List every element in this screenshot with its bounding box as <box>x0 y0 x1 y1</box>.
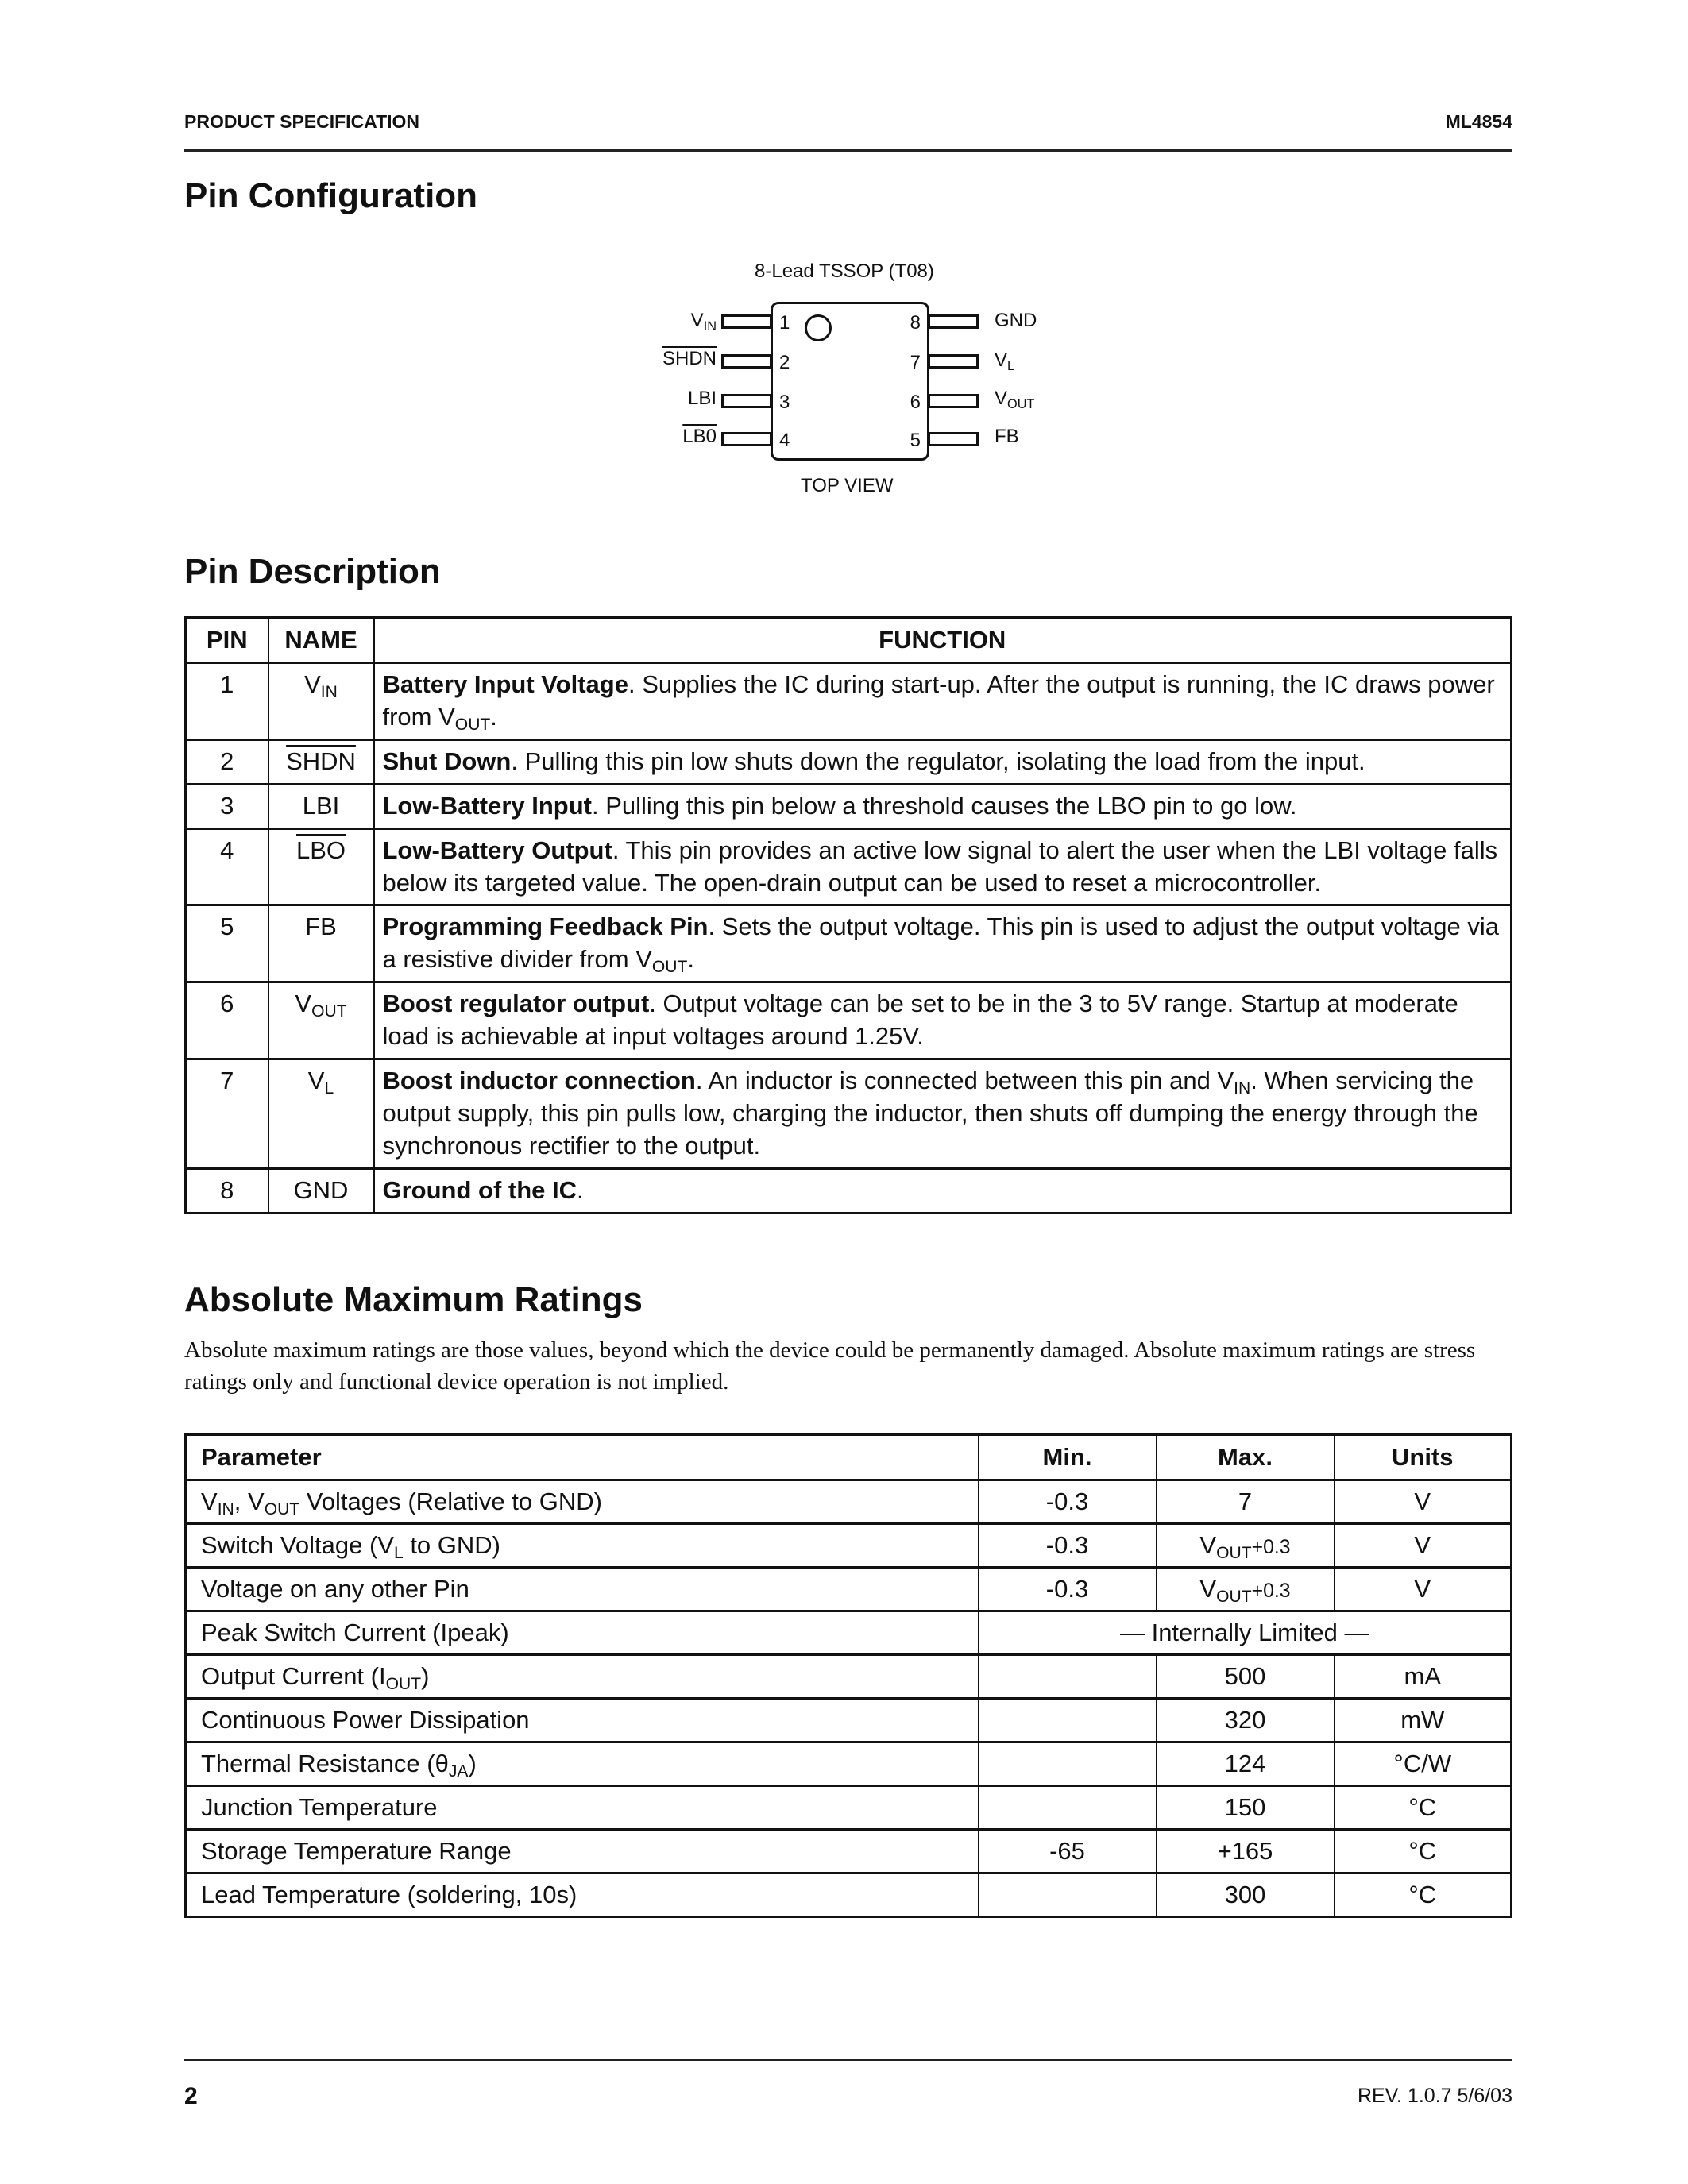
abs-max-heading: Absolute Maximum Ratings <box>184 1280 643 1319</box>
pin-label-shdn: SHDN <box>662 348 717 369</box>
pin-cell: 8 <box>186 1168 268 1213</box>
pin1-notch <box>805 314 832 341</box>
col-units: Units <box>1335 1435 1512 1480</box>
pin-cell: 3 <box>186 784 268 828</box>
table-header-row <box>186 1435 1512 1480</box>
pin-lead <box>928 394 979 408</box>
col-name: NAME <box>268 618 374 663</box>
function-cell: Low-Battery Output. This pin provides an active low signal to alert the user when the LBI voltage falls below its targeted value. The open-drain output can be used to reset a microcontroller. <box>374 828 1512 905</box>
name-cell: GND <box>268 1168 374 1213</box>
param-cell: Storage Temperature Range <box>186 1830 979 1873</box>
units-cell: mA <box>1335 1655 1512 1699</box>
max-cell: 320 <box>1157 1699 1335 1742</box>
abs-max-description: Absolute maximum ratings are those values, beyond which the device could be permanently damaged. Absolute maximum ratings are stress ratings only and functional device operation is not implied. <box>184 1337 1476 1395</box>
header-right: ML4854 <box>1445 111 1512 132</box>
pin-label-vin: VIN <box>690 310 717 334</box>
max-cell: VOUT+0.3 <box>1157 1568 1335 1611</box>
pin-label-gnd: GND <box>995 310 1037 331</box>
absolute-max-ratings-table <box>184 1433 1512 1918</box>
units-cell: °C <box>1335 1830 1512 1873</box>
pin-number: 8 <box>910 312 921 334</box>
page-header <box>184 111 1512 152</box>
function-cell: Programming Feedback Pin. Sets the output voltage. This pin is used to adjust the output voltage via a resistive divider from VOUT. <box>374 905 1512 982</box>
page-footer <box>184 2059 1512 2109</box>
col-min: Min. <box>979 1435 1157 1480</box>
pin-number: 3 <box>779 392 790 413</box>
internally-limited-cell: — Internally Limited — <box>979 1611 1512 1655</box>
header-left: PRODUCT SPECIFICATION <box>184 111 420 132</box>
param-cell: Output Current (IOUT) <box>186 1655 979 1699</box>
pin-label-fb: FB <box>995 426 1019 447</box>
param-cell: Peak Switch Current (Ipeak) <box>186 1611 979 1655</box>
pin-number: 7 <box>910 352 921 373</box>
max-cell: 7 <box>1157 1480 1335 1524</box>
min-cell: -0.3 <box>979 1524 1157 1568</box>
param-cell: Continuous Power Dissipation <box>186 1699 979 1742</box>
pin-lead <box>721 314 772 329</box>
revision-label: REV. 1.0.7 5/6/03 <box>1357 2085 1512 2107</box>
min-cell <box>979 1873 1157 1917</box>
pin-number: 6 <box>910 392 921 413</box>
min-cell <box>979 1655 1157 1699</box>
table-row <box>186 784 1512 828</box>
param-cell: Thermal Resistance (θJA) <box>186 1742 979 1786</box>
param-cell: Voltage on any other Pin <box>186 1568 979 1611</box>
units-cell: V <box>1335 1524 1512 1568</box>
pin-label-lbi: LBI <box>687 388 717 409</box>
table-row <box>186 1873 1512 1917</box>
max-cell: +165 <box>1157 1830 1335 1873</box>
top-view-label: TOP VIEW <box>801 475 894 496</box>
col-parameter: Parameter <box>186 1435 979 1480</box>
table-row <box>186 1059 1512 1169</box>
ic-body <box>771 302 929 461</box>
pin-label-lbo: LB0 <box>682 426 717 447</box>
pin-cell: 7 <box>186 1059 268 1169</box>
table-row <box>186 828 1512 905</box>
pin-lead <box>721 354 772 369</box>
max-cell: 150 <box>1157 1786 1335 1830</box>
pin-label-vl: VL <box>995 349 1015 373</box>
table-row <box>186 1524 1512 1568</box>
package-label: 8-Lead TSSOP (T08) <box>755 260 934 282</box>
units-cell: °C <box>1335 1786 1512 1830</box>
units-cell: mW <box>1335 1699 1512 1742</box>
function-cell: Boost regulator output. Output voltage can be set to be in the 3 to 5V range. Startup at moderate load is achievable at input voltages around 1.25V. <box>374 982 1512 1059</box>
col-pin: PIN <box>186 618 268 663</box>
function-cell: Battery Input Voltage. Supplies the IC during start-up. After the output is running, the IC draws power from VOUT. <box>374 663 1512 740</box>
pin-cell: 4 <box>186 828 268 905</box>
pin-lead <box>721 432 772 446</box>
name-cell: VOUT <box>268 982 374 1059</box>
pin-cell: 5 <box>186 905 268 982</box>
min-cell: -0.3 <box>979 1480 1157 1524</box>
units-cell: °C <box>1335 1873 1512 1917</box>
max-cell: VOUT+0.3 <box>1157 1524 1335 1568</box>
function-cell: Low-Battery Input. Pulling this pin below a threshold causes the LBO pin to go low. <box>374 784 1512 828</box>
name-cell: FB <box>268 905 374 982</box>
name-cell: LBI <box>268 784 374 828</box>
table-row <box>186 1742 1512 1786</box>
min-cell <box>979 1786 1157 1830</box>
pin-cell: 2 <box>186 739 268 784</box>
table-row <box>186 905 1512 982</box>
name-cell: SHDN <box>268 739 374 784</box>
col-max: Max. <box>1157 1435 1335 1480</box>
table-row <box>186 1480 1512 1524</box>
param-cell: Junction Temperature <box>186 1786 979 1830</box>
pin-config-heading: Pin Configuration <box>184 176 478 215</box>
pin-number: 1 <box>779 312 790 334</box>
pin-number: 4 <box>779 430 790 451</box>
pin-label-vout: VOUT <box>995 388 1035 411</box>
function-cell: Shut Down. Pulling this pin low shuts down the regulator, isolating the load from the input. <box>374 739 1512 784</box>
table-row <box>186 739 1512 784</box>
param-cell: VIN, VOUT Voltages (Relative to GND) <box>186 1480 979 1524</box>
table-row <box>186 1568 1512 1611</box>
table-row <box>186 1699 1512 1742</box>
units-cell: V <box>1335 1568 1512 1611</box>
table-row <box>186 1655 1512 1699</box>
name-cell: VL <box>268 1059 374 1169</box>
pin-diagram <box>635 260 1080 508</box>
pin-description-heading: Pin Description <box>184 552 441 591</box>
max-cell: 500 <box>1157 1655 1335 1699</box>
table-row <box>186 982 1512 1059</box>
table-row <box>186 1830 1512 1873</box>
pin-number: 5 <box>910 430 921 451</box>
function-cell: Boost inductor connection. An inductor is connected between this pin and VIN. When servicing the output supply, this pin pulls low, charging the inductor, then shuts off dumping the energy through the synchronous rectifier to the output. <box>374 1059 1512 1169</box>
pin-lead <box>928 314 979 329</box>
table-row <box>186 663 1512 740</box>
max-cell: 124 <box>1157 1742 1335 1786</box>
name-cell: VIN <box>268 663 374 740</box>
name-cell: $\overline{LBO}$ <box>268 828 374 905</box>
col-function: FUNCTION <box>374 618 1512 663</box>
units-cell: °C/W <box>1335 1742 1512 1786</box>
units-cell: V <box>1335 1480 1512 1524</box>
pin-lead <box>721 394 772 408</box>
table-row <box>186 1168 1512 1213</box>
table-row <box>186 1611 1512 1655</box>
pin-lead <box>928 354 979 369</box>
pin-description-table <box>184 616 1512 1214</box>
param-cell: Switch Voltage (VL to GND) <box>186 1524 979 1568</box>
min-cell <box>979 1742 1157 1786</box>
pin-cell: 6 <box>186 982 268 1059</box>
pin-cell: 1 <box>186 663 268 740</box>
page-number: 2 <box>184 2083 198 2109</box>
table-header-row <box>186 618 1512 663</box>
pin-number: 2 <box>779 352 790 373</box>
pin-lead <box>928 432 979 446</box>
min-cell <box>979 1699 1157 1742</box>
max-cell: 300 <box>1157 1873 1335 1917</box>
function-cell: Ground of the IC. <box>374 1168 1512 1213</box>
min-cell: -0.3 <box>979 1568 1157 1611</box>
min-cell: -65 <box>979 1830 1157 1873</box>
table-row <box>186 1786 1512 1830</box>
param-cell: Lead Temperature (soldering, 10s) <box>186 1873 979 1917</box>
